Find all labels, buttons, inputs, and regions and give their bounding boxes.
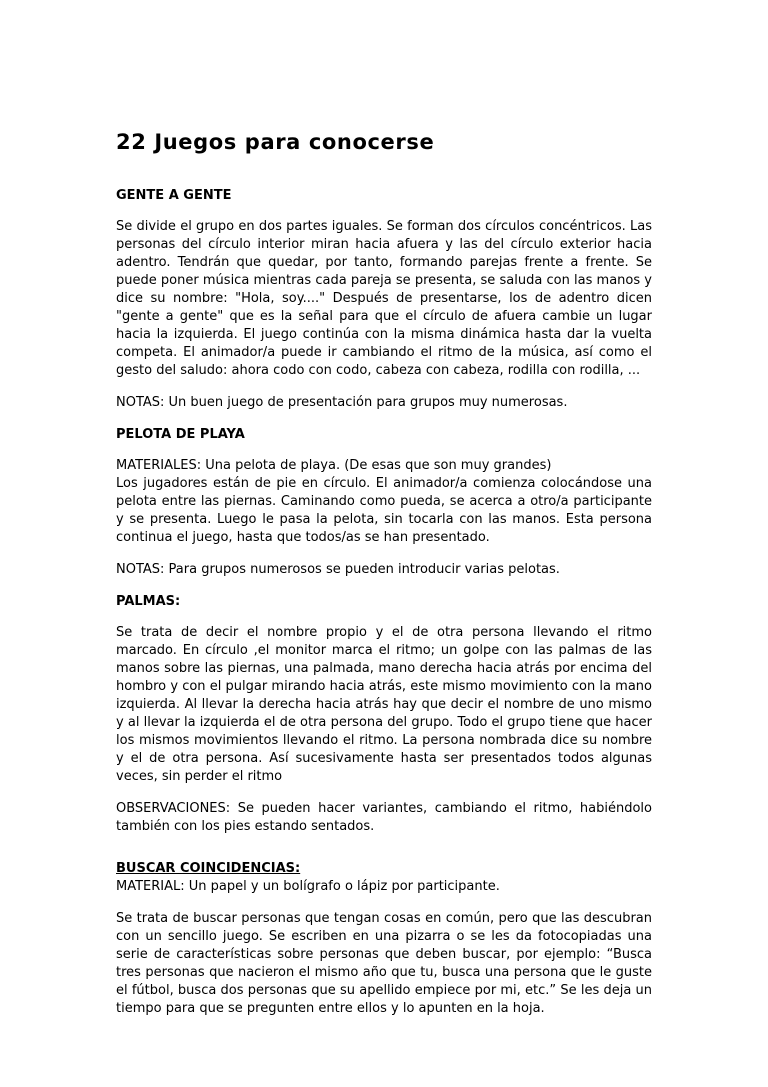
section-heading: PELOTA DE PLAYA xyxy=(116,427,245,442)
section-heading: BUSCAR COINCIDENCIAS: xyxy=(116,861,301,876)
section-palmas xyxy=(116,593,652,836)
section-pelota-de-playa xyxy=(116,426,652,579)
section-paragraph: Se trata de buscar personas que tengan cosas en común, pero que las descubran con un sencillo juego. Se escriben en una pizarra o se les da fotocopiadas una serie de características sobre personas que deben buscar, por ejemplo: “Busca tres personas que nacieron el mismo año que tu, busca una persona que le guste el fútbol, busca dos personas que su apellido empiece por mi, etc.” Se les deja un tiempo para que se pregunten entre ellos y lo apunten en la hoja. xyxy=(116,911,652,1016)
section-notes: NOTAS: Un buen juego de presentación para grupos muy numerosas. xyxy=(116,395,568,410)
section-paragraph: Se divide el grupo en dos partes iguales. Se forman dos círculos concéntricos. Las personas del círculo interior miran hacia afuera y las del círculo exterior hacia adentro. Tendrán que quedar, por tanto, formando parejas frente a frente. Se puede poner música mientras cada pareja se presenta, se saluda con las manos y dice su nombre: "Hola, soy...." Después de presentarse, los de adentro dicen "gente a gente" que es la señal para que el círculo de afuera cambie un lugar hacia la izquierda. El juego continúa con la misma dinámica hasta dar la vuelta competa. El animador/a puede ir cambiando el ritmo de la música, así como el gesto del saludo: ahora codo con codo, cabeza con cabeza, rodilla con rodilla, ... xyxy=(116,219,652,378)
section-buscar-coincidencias xyxy=(116,860,652,1018)
section-observations: OBSERVACIONES: Se pueden hacer variantes, cambiando el ritmo, habiéndolo también con los pies estando sentados. xyxy=(116,801,652,834)
section-materials: MATERIAL: Un papel y un bolígrafo o lápiz por participante. xyxy=(116,879,500,894)
section-heading: PALMAS: xyxy=(116,594,181,609)
section-gente-a-gente xyxy=(116,187,652,412)
section-paragraph: Se trata de decir el nombre propio y el de otra persona llevando el ritmo marcado. En círculo ,el monitor marca el ritmo; un golpe con las palmas de las manos sobre las piernas, una palmada, mano derecha hacia atrás por encima del hombro y con el pulgar mirando hacia atrás, este mismo movimiento con la mano izquierda. Al llevar la derecha hacia atrás hay que decir el nombre de uno mismo y al llevar la izquierda el de otra persona del grupo. Todo el grupo tiene que hacer los mismos movimientos llevando el ritmo. La persona nombrada dice su nombre y el de otra persona. Así sucesivamente hasta ser presentados todos algunas veces, sin perder el ritmo xyxy=(116,625,652,784)
document-title: 22 Juegos para conocerse xyxy=(116,130,435,154)
section-notes: NOTAS: Para grupos numerosos se pueden introducir varias pelotas. xyxy=(116,562,560,577)
section-materials: MATERIALES: Una pelota de playa. (De esas que son muy grandes) xyxy=(116,458,552,473)
section-paragraph: Los jugadores están de pie en círculo. El animador/a comienza colocándose una pelota entre las piernas. Caminando como pueda, se acerca a otro/a participante y se presenta. Luego le pasa la pelota, sin tocarla con las manos. Esta persona continua el juego, hasta que todos/as se han presentado. xyxy=(116,476,652,545)
section-heading: GENTE A GENTE xyxy=(116,188,232,203)
